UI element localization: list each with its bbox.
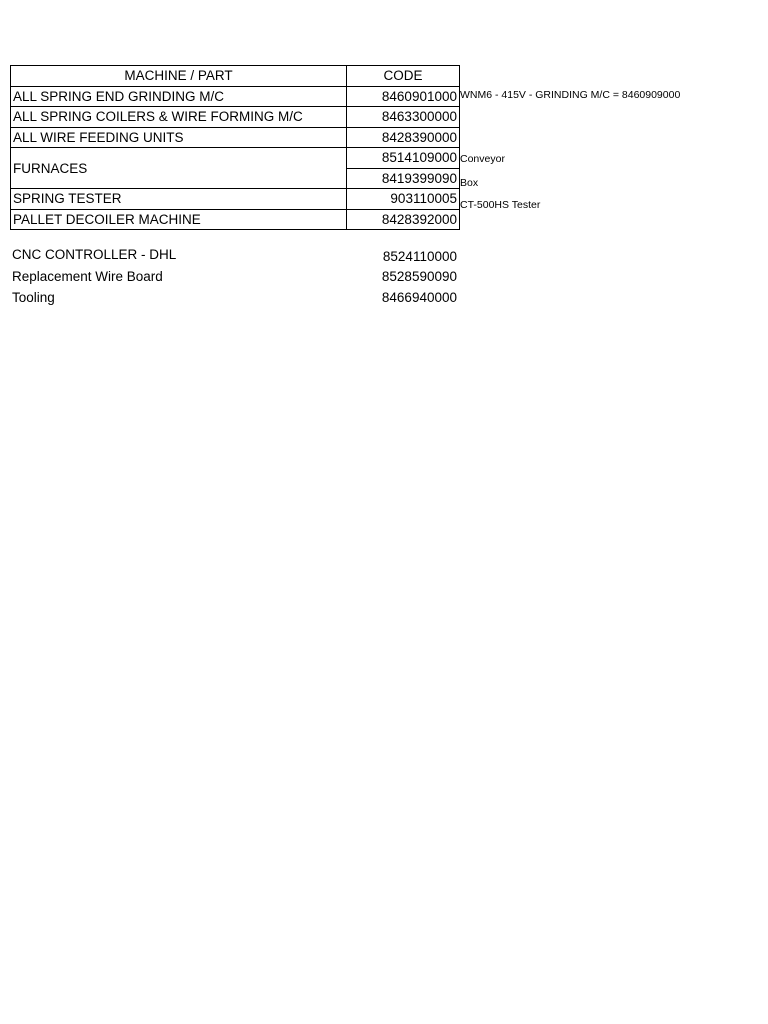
- extra-item-code: 8528590090: [381, 269, 457, 284]
- note-grinding: WNM6 - 415V - GRINDING M/C = 8460909000: [460, 89, 681, 101]
- note-conveyor: Conveyor: [460, 153, 505, 165]
- note-tester: CT-500HS Tester: [460, 199, 541, 211]
- code-cell: 8460901000: [347, 86, 460, 107]
- code-cell: 8514109000: [347, 148, 460, 169]
- extra-item-name: Replacement Wire Board: [12, 269, 163, 284]
- code-cell: 8419399090: [347, 168, 460, 189]
- hs-code-table: [10, 65, 460, 230]
- table-row: [11, 209, 460, 230]
- part-cell: ALL WIRE FEEDING UNITS: [11, 127, 347, 148]
- table-row: [11, 107, 460, 128]
- code-cell: 903110005: [347, 189, 460, 210]
- table-header-row: [11, 66, 460, 87]
- extra-item-code: 8524110000: [382, 249, 457, 264]
- extra-item-name: CNC CONTROLLER - DHL: [12, 247, 177, 262]
- list-item: [12, 245, 457, 265]
- note-box: Box: [460, 177, 479, 189]
- part-cell: PALLET DECOILER MACHINE: [11, 209, 347, 230]
- column-header-part: MACHINE / PART: [11, 66, 347, 87]
- column-header-code: CODE: [347, 66, 460, 87]
- table-row: [11, 189, 460, 210]
- code-cell: 8428392000: [347, 209, 460, 230]
- part-cell: ALL SPRING END GRINDING M/C: [11, 86, 347, 107]
- table-row: [11, 148, 460, 169]
- list-item: [12, 267, 457, 287]
- part-cell: ALL SPRING COILERS & WIRE FORMING M/C: [11, 107, 347, 128]
- part-cell: SPRING TESTER: [11, 189, 347, 210]
- extra-item-code: 8466940000: [381, 290, 457, 305]
- extra-item-name: Tooling: [12, 290, 55, 305]
- table-row: [11, 86, 460, 107]
- code-cell: 8463300000: [347, 107, 460, 128]
- code-cell: 8428390000: [347, 127, 460, 148]
- table-row: [11, 127, 460, 148]
- list-item: [12, 288, 457, 308]
- part-cell: FURNACES: [11, 148, 347, 189]
